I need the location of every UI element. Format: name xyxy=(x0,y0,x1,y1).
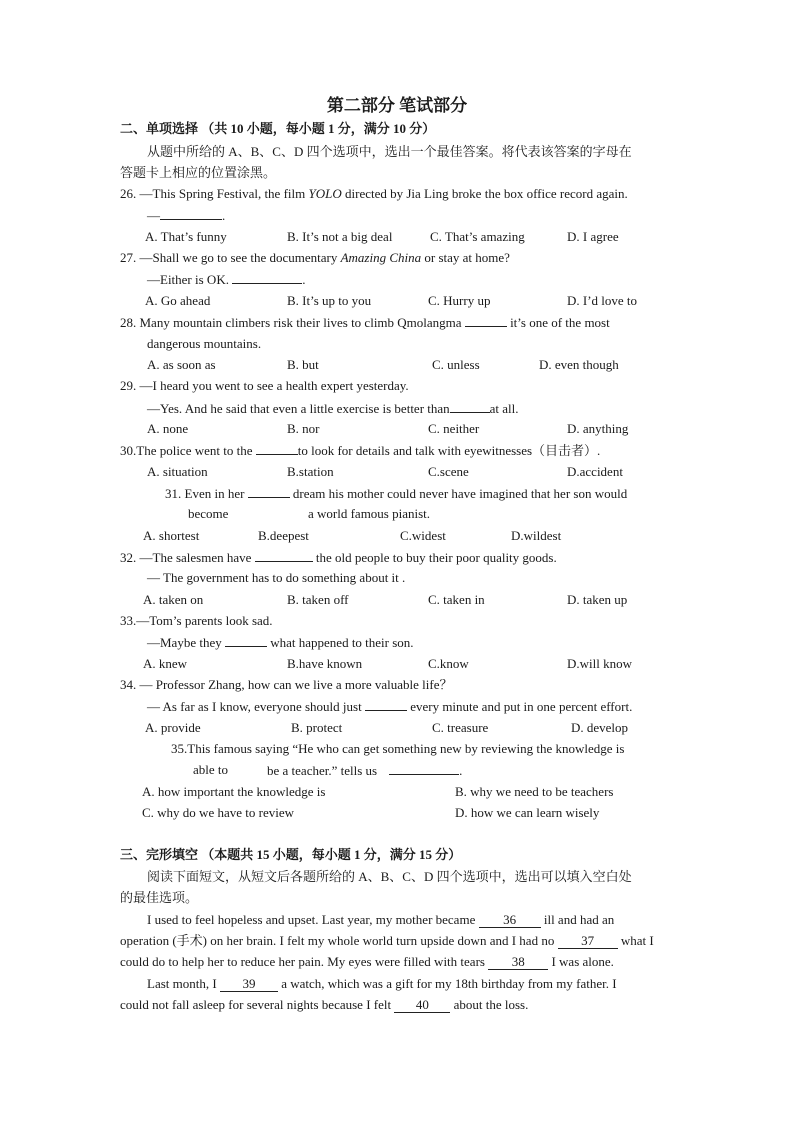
option-b: B.have known xyxy=(287,656,363,671)
question-29-reply: —Yes. And he said that even a little exercise is better than at all. xyxy=(147,401,519,416)
option-d: D. taken up xyxy=(567,592,628,607)
option-b: B. protect xyxy=(291,720,343,735)
cloze-blank-37: 37 xyxy=(558,933,618,949)
section-heading-cloze: 三、完形填空 （本题共 15 小题，每小题 1 分，满分 15 分） xyxy=(120,847,462,862)
question-29-stem: 29. —I heard you went to see a health expert yesterday. xyxy=(120,378,409,393)
question-32-stem: 32. —The salesmen have the old people to buy their poor quality goods. xyxy=(120,550,557,565)
option-d: D. even though xyxy=(539,357,619,372)
option-a: A. That’s funny xyxy=(145,229,227,244)
answer-blank xyxy=(160,206,222,220)
passage-line: operation (手术) on her brain. I felt my whole world turn upside down and I had no 37 what I xyxy=(120,933,654,948)
question-35-stem: 35.This famous saying “He who can get something new by reviewing the knowledge is xyxy=(171,741,625,756)
option-c: C. unless xyxy=(432,357,480,372)
cloze-blank-38: 38 xyxy=(488,954,548,970)
option-d: D.will know xyxy=(567,656,632,671)
cloze-blank-36: 36 xyxy=(479,912,541,928)
passage-line: Last month, I 39 a watch, which was a gift for my 18th birthday from my father. I xyxy=(147,976,617,991)
option-a: A. taken on xyxy=(143,592,204,607)
section-instruction: 阅读下面短文，从短文后各题所给的 A、B、C、D 四个选项中，选出可以填入空白处 xyxy=(147,869,632,884)
answer-blank xyxy=(389,761,459,775)
question-31-stem-cont: a world famous pianist. xyxy=(308,506,431,521)
question-27-reply: —Either is OK. . xyxy=(147,272,306,287)
question-35-stem-cont: be a teacher.” tells us . xyxy=(267,763,463,778)
option-b: B. nor xyxy=(287,421,320,436)
question-31-stem: 31. Even in her dream his mother could never have imagined that her son would xyxy=(165,486,628,501)
option-c: C. neither xyxy=(428,421,480,436)
option-d: D. I’d love to xyxy=(567,293,638,308)
option-d: D. how we can learn wisely xyxy=(455,805,600,820)
answer-blank xyxy=(465,313,507,327)
option-d: D. develop xyxy=(571,720,629,735)
option-c: C. Hurry up xyxy=(428,293,491,308)
page-title: 第二部分 笔试部分 xyxy=(326,96,468,115)
answer-blank xyxy=(256,441,298,455)
section-heading-single-choice: 二、单项选择 （共 10 小题，每小题 1 分，满分 10 分） xyxy=(120,121,436,136)
question-31-stem-cont: become xyxy=(188,506,229,521)
option-c: C.widest xyxy=(400,528,446,543)
option-c: C. taken in xyxy=(428,592,485,607)
question-27-stem: 27. —Shall we go to see the documentary Amazing China or stay at home? xyxy=(120,250,510,265)
section-instruction: 的最佳选项。 xyxy=(120,890,199,905)
option-a: A. shortest xyxy=(143,528,200,543)
option-a: A. provide xyxy=(145,720,201,735)
answer-blank xyxy=(365,697,407,711)
question-28-stem-cont: dangerous mountains. xyxy=(147,336,262,351)
passage-line: could do to help her to reduce her pain. My eyes were filled with tears 38 I was alone. xyxy=(120,954,614,969)
option-d: D.wildest xyxy=(511,528,562,543)
option-c: C.scene xyxy=(428,464,469,479)
question-26-stem: 26. —This Spring Festival, the film YOLO directed by Jia Ling broke the box office record again. xyxy=(120,186,628,201)
passage-line: I used to feel hopeless and upset. Last year, my mother became 36 ill and had an xyxy=(147,912,615,927)
option-c: C. why do we have to review xyxy=(142,805,294,820)
option-b: B. but xyxy=(287,357,319,372)
option-b: B.station xyxy=(287,464,334,479)
option-c: C. That’s amazing xyxy=(430,229,525,244)
answer-blank xyxy=(255,548,313,562)
question-34-reply: — As far as I know, everyone should just every minute and put in one percent effort. xyxy=(147,699,633,714)
question-33-reply: —Maybe they what happened to their son. xyxy=(147,635,414,650)
question-33-stem: 33.—Tom’s parents look sad. xyxy=(120,613,273,628)
option-b: B.deepest xyxy=(258,528,309,543)
option-d: D. anything xyxy=(567,421,629,436)
option-a: A. Go ahead xyxy=(145,293,211,308)
option-a: A. situation xyxy=(147,464,208,479)
option-b: B. It’s up to you xyxy=(287,293,372,308)
option-b: B. It’s not a big deal xyxy=(287,229,393,244)
option-b: B. why we need to be teachers xyxy=(455,784,614,799)
option-a: A. knew xyxy=(143,656,188,671)
question-32-reply: — The government has to do something about it . xyxy=(147,570,406,585)
question-35-stem-cont: able to xyxy=(193,762,229,777)
answer-blank xyxy=(450,399,490,413)
option-a: A. how important the knowledge is xyxy=(142,784,326,799)
question-28-stem: 28. Many mountain climbers risk their lives to climb Qmolangma it’s one of the most xyxy=(120,315,610,330)
answer-blank xyxy=(232,270,302,284)
question-30-stem: 30.The police went to the to look for details and talk with eyewitnesses（目击者）. xyxy=(120,443,601,458)
option-c: C. treasure xyxy=(432,720,489,735)
option-d: D.accident xyxy=(567,464,623,479)
question-26-reply: — . xyxy=(147,208,226,223)
option-a: A. none xyxy=(147,421,189,436)
passage-line: could not fall asleep for several nights because I felt 40 about the loss. xyxy=(120,997,529,1012)
question-34-stem: 34. — Professor Zhang, how can we live a more valuable life？ xyxy=(120,677,453,692)
section-instruction: 从题中所给的 A、B、C、D 四个选项中，选出一个最佳答案。将代表该答案的字母在 xyxy=(147,144,632,159)
option-d: D. I agree xyxy=(567,229,619,244)
answer-blank xyxy=(225,633,267,647)
option-c: C.know xyxy=(428,656,469,671)
cloze-blank-40: 40 xyxy=(394,997,450,1013)
cloze-blank-39: 39 xyxy=(220,976,278,992)
section-instruction: 答题卡上相应的位置涂黑。 xyxy=(120,165,277,180)
option-b: B. taken off xyxy=(287,592,349,607)
option-a: A. as soon as xyxy=(147,357,216,372)
answer-blank xyxy=(248,484,290,498)
